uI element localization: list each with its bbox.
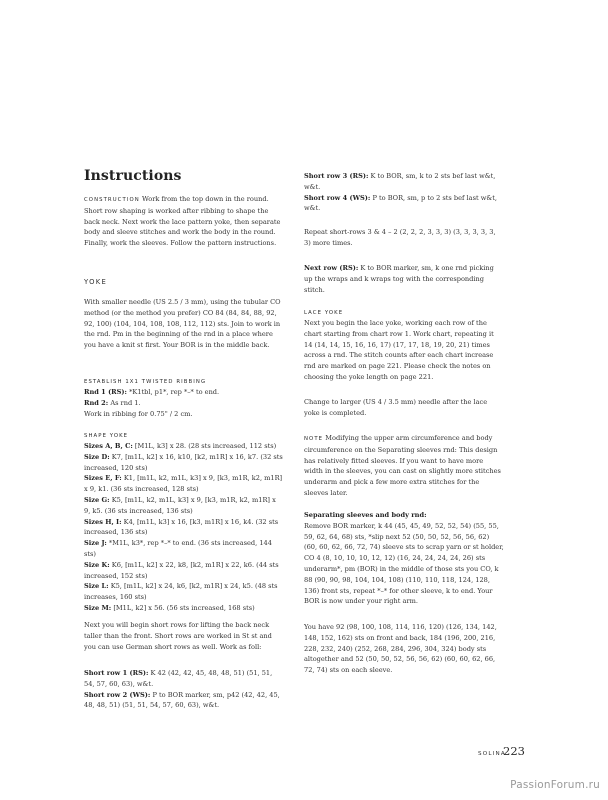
repeat-text: Repeat short-rows 3 & 4 – 2 (2, 2, 2, 3, 3, 3) (3, 3, 3, 3, 3, 3) more times. <box>304 228 496 247</box>
size-text: [M1L, k2] x 56. (56 sts increased, 168 sts) <box>113 603 255 612</box>
size-label: Size M: <box>84 603 112 612</box>
size-label: Size D: <box>84 452 110 461</box>
ribbing-work-text: Work in ribbing for 0.75" / 2 cm. <box>84 409 193 418</box>
size-text: *M1L, k3*, rep *–* to end. (36 sts increased, 144 sts) <box>84 539 272 558</box>
lace-yoke-section <box>304 308 504 383</box>
size-label: Size J: <box>84 539 107 548</box>
shape-yoke-section <box>84 431 284 614</box>
size-label: Size G: <box>84 495 110 504</box>
ribbing-heading: ESTABLISH 1X1 TWISTED RIBBING <box>84 379 207 385</box>
rnd1-text: *K1tbl, p1*, rep *–* to end. <box>129 388 220 396</box>
short-row-2-label: Short row 2 (WS): <box>84 690 151 699</box>
rnd2-text: As rnd 1. <box>110 398 141 407</box>
watermark: PassionForum.ru <box>510 779 600 791</box>
size-text: K7, [m1L, k2] x 16, k10, [k2, m1R] x 16, k7. (32 sts increased, 120 sts) <box>84 452 283 472</box>
footer-book-label: SOLINA <box>478 751 506 757</box>
lace-yoke-text: Next you begin the lace yoke, working each row of the chart starting from chart row 1. Work chart, repeating it 14 (14, 14, 15, 16, 16, 17) (17, 17, 18, 19, 20, 21) times across a rnd. The stitch counts after each chart increase rnd are marked on page 221. Please check the notes on choosing the yoke length on page 221. <box>304 319 494 381</box>
short-rows-1-2 <box>84 668 284 711</box>
construction-paragraph <box>84 194 284 249</box>
separating-section <box>304 510 504 607</box>
change-needle-paragraph <box>304 397 504 419</box>
short-row-1-label: Short row 1 (RS): <box>84 669 149 677</box>
next-row-label: Next row (RS): <box>304 264 359 272</box>
ribbing-section <box>84 377 284 419</box>
next-row-paragraph <box>304 263 504 295</box>
separating-heading: Separating sleeves and body rnd: <box>304 511 427 519</box>
note-text: Modifying the upper arm circumference and body circumference on the Separating sleeves rnd: This design has relatively fitted sleeves. If you want to have more width in the sleeves, you can cast on slightly more stitches underarm and pick a few more extra stitches for the sleeves later. <box>304 434 501 497</box>
shape-yoke-heading: SHAPE YOKE <box>84 433 129 439</box>
short-rows-3-4 <box>304 171 504 214</box>
construction-text: Work from the top down in the round. Short row shaping is worked after ribbing to shape the back neck. Next work the lace pattern yoke, then separate body and sleeve stitches and work the body in the round. Finally, work the sleeves. Follow the pattern instructions. <box>84 195 281 248</box>
page-number: 223 <box>503 744 525 758</box>
yoke-intro <box>84 297 284 351</box>
short-rows-intro <box>84 620 284 652</box>
lace-yoke-heading: LACE YOKE <box>304 310 344 316</box>
size-label: Sizes A, B, C: <box>84 442 133 450</box>
size-text: K4, [m1L, k3] x 16, [k3, m1R] x 16, k4. (32 sts increased, 136 sts) <box>84 517 279 537</box>
short-row-1-text: K 42 (42, 42, 45, 48, 48, 51) (51, 51, 54, 57, 60, 63), w&t. <box>84 669 273 688</box>
repeat-paragraph <box>304 227 504 249</box>
next-row-text: K to BOR marker, sm, k one rnd picking up the wraps and k wraps tog with the corresponding stitch. <box>304 264 494 294</box>
stitch-count-paragraph <box>304 622 504 676</box>
size-text: [M1L, k3] x 28. (28 sts increased, 112 sts) <box>134 442 277 450</box>
yoke-heading: YOKE <box>84 278 108 286</box>
short-row-3-text: K to BOR, sm, k to 2 sts bef last w&t, w&t. <box>304 172 496 191</box>
size-label: Size K: <box>84 560 110 569</box>
change-needle-text: Change to larger (US 4 / 3.5 mm) needle after the lace yoke is completed. <box>304 398 488 417</box>
yoke-section <box>84 277 284 287</box>
note-label: NOTE <box>304 436 324 442</box>
size-label: Sizes E, F: <box>84 474 122 483</box>
construction-label: CONSTRUCTION <box>84 197 140 203</box>
stitch-count-text: You have 92 (98, 100, 108, 114, 116, 120) (126, 134, 142, 148, 152, 162) sts on front and back, 184 (196, 200, 216, 228, 232, 240) (252, 268, 284, 296, 304, 324) body sts altogether and 52 (50, 50, 52, 56, 56, 62) (60, 60, 62, 66, 72, 74) sts on each sleeve. <box>304 623 497 675</box>
short-rows-intro-text: Next you will begin short rows for lifting the back neck taller than the front. Short rows are worked in St st and you can use German short rows as well. Work as foll: <box>84 621 272 651</box>
yoke-intro-text: With smaller needle (US 2.5 / 3 mm), using the tubular CO method (or the method you prefer) CO 84 (84, 84, 88, 92, 92, 100) (104, 104, 108, 108, 112, 112) sts. Join to work in the rnd. Pm in the beginning of the rnd in a place where you have a knit st first. Your BOR is in the middle back. <box>84 298 281 350</box>
page-title: Instructions <box>84 168 182 184</box>
size-text: K5, [m1L, k2, m1L, k3] x 9, [k3, m1R, k2, m1R] x 9, k5. (36 sts increased, 136 sts) <box>84 495 276 515</box>
short-row-4-text: P to BOR, sm, p to 2 sts bef last w&t, w&t. <box>304 193 497 213</box>
short-row-4-label: Short row 4 (WS): <box>304 193 371 202</box>
short-row-3-label: Short row 3 (RS): <box>304 172 369 180</box>
separating-text: Remove BOR marker, k 44 (45, 45, 49, 52, 52, 54) (55, 55, 59, 62, 64, 68) sts, *slip next 52 (50, 50, 52, 56, 56, 62) (60, 60, 62, 66, 72, 74) sleeve sts to scrap yarn or st holder, CO 4 (8, 10, 10, 10, 12, 12) (16, 24, 24, 24, 24, 26) sts underarm*, pm (BOR) in the middle of those sts you CO, k 88 (90, 90, 98, 104, 104, 108) (110, 110, 118, 124, 128, 136) front sts, repeat *–* for other sleeve, k to end. Your BOR is now under your right arm. <box>304 521 504 606</box>
size-text: K5, [m1L, k2] x 24, k6, [k2, m1R] x 24, k5. (48 sts increases, 160 sts) <box>84 582 278 602</box>
rnd1-label: Rnd 1 (RS): <box>84 388 127 396</box>
rnd2-label: Rnd 2: <box>84 398 109 407</box>
note-paragraph <box>304 433 504 499</box>
size-label: Size L: <box>84 582 109 591</box>
size-label: Sizes H, I: <box>84 517 122 526</box>
size-text: K1, [m1L, k2, m1L, k3] x 9, [k3, m1R, k2, m1R] x 9, k1. (36 sts increased, 128 sts) <box>84 474 283 494</box>
short-row-2-text: P to BOR marker, sm, p42 (42, 42, 45, 48, 48, 51) (51, 51, 54, 57, 60, 63), w&t. <box>84 690 280 710</box>
size-text: K6, [m1L, k2] x 22, k8, [k2, m1R] x 22, k6. (44 sts increased, 152 sts) <box>84 560 279 580</box>
